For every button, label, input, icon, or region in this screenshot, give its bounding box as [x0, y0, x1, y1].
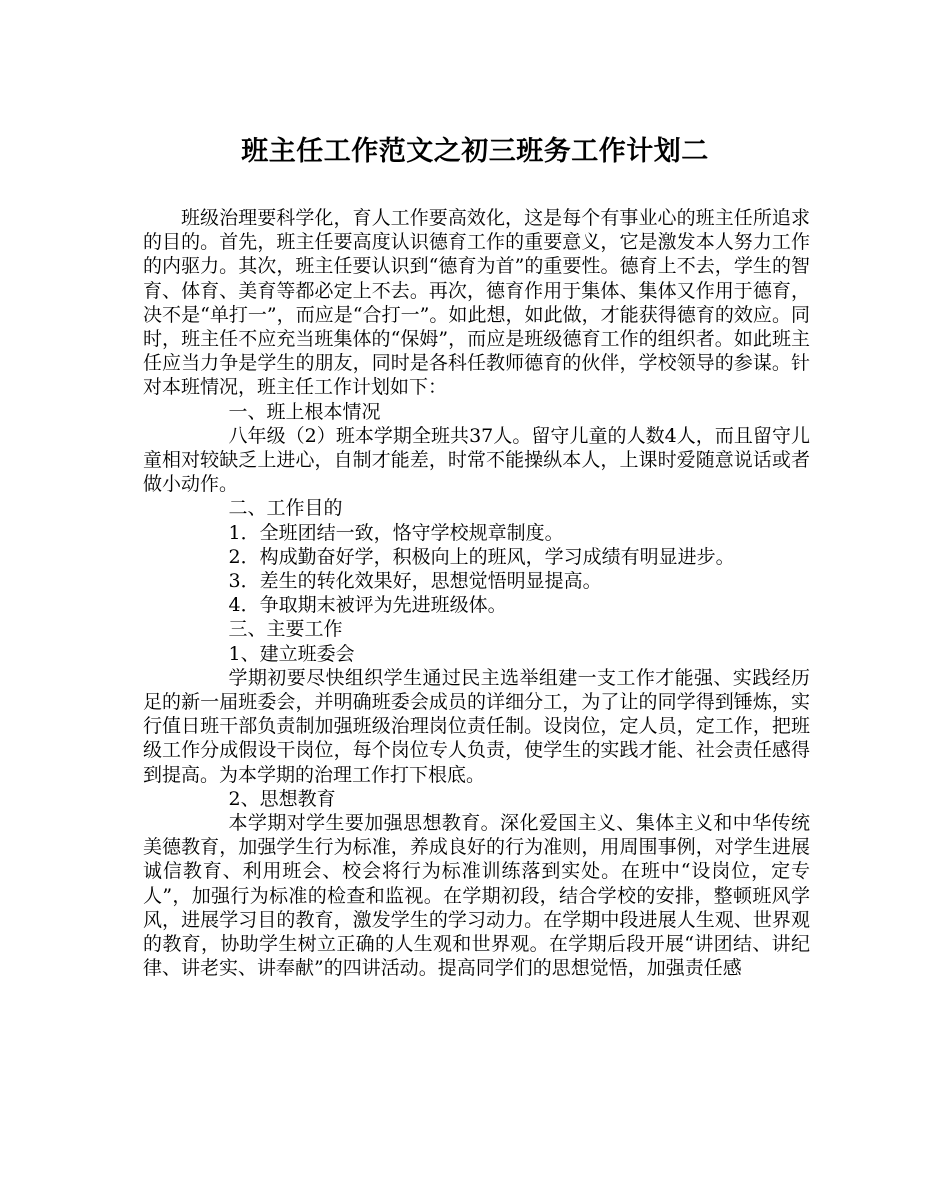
document-title: 班主任工作范文之初三班务工作计划二 [241, 136, 709, 167]
subheading-ideological-education: 2、思想教育 [228, 787, 336, 810]
section-heading-basic-situation: 一、班上根本情况 [228, 400, 381, 423]
goal-item-4: 4．争取期末被评为先进班级体。 [228, 594, 507, 617]
document-body [143, 206, 810, 981]
section-heading-main-work: 三、主要工作 [228, 618, 343, 641]
class-committee-paragraph: 学期初要尽快组织学生通过民主选举组建一支工作才能强、实践经历足的新一届班委会，并明确班委会成员的详细分工，为了让的同学得到锤炼，实行值日班干部负责制加强班级治理岗位责任制。设岗位，定人员，定工作，把班级工作分成假设干岗位，每个岗位专人负责，使学生的实践才能、社会责任感得到提高。为本学期的治理工作打下根底。 [143, 666, 810, 786]
basic-situation-paragraph: 八年级（2）班本学期全班共37人。留守儿童的人数4人，而且留守儿童相对较缺乏上进心，自制才能差，时常不能操纵本人，上课时爱随意说话或者做小动作。 [143, 424, 810, 496]
goal-item-3: 3．差生的转化效果好，思想觉悟明显提高。 [228, 570, 602, 593]
goal-item-2: 2．构成勤奋好学，积极向上的班风，学习成绩有明显进步。 [228, 545, 735, 568]
subheading-class-committee: 1、建立班委会 [228, 642, 355, 665]
goal-item-1: 1．全班团结一致，恪守学校规章制度。 [228, 521, 564, 544]
ideological-education-paragraph: 本学期对学生要加强思想教育。深化爱国主义、集体主义和中华传统美德教育，加强学生行为标准，养成良好的行为准则，用周围事例，对学生进展诚信教育、利用班会、校会将行为标准训练落到实处。在班中“设岗位，定专人”，加强行为标准的检查和监视。在学期初段，结合学校的安排，整顿班风学风，进展学习目的教育，激发学生的学习动力。在学期中段进展人生观、世界观的教育，协助学生树立正确的人生观和世界观。在学期后段开展“讲团结、讲纪律、讲老实、讲奉献”的四讲活动。提高同学们的思想觉悟，加强责任感 [143, 812, 810, 980]
section-heading-goals: 二、工作目的 [228, 497, 343, 520]
intro-paragraph: 班级治理要科学化，育人工作要高效化，这是每个有事业心的班主任所追求的目的。首先，班主任要高度认识德育工作的重要意义，它是激发本人努力工作的内驱力。其次，班主任要认识到“德育为首”的重要性。德育上不去，学生的智育、体育、美育等都必定上不去。再次，德育作用于集体、集体又作用于德育，决不是“单打一”，而应是“合打一”。如此想，如此做，才能获得德育的效应。同时，班主任不应充当班集体的“保姆”，而应是班级德育工作的组织者。如此班主任应当力争是学生的朋友，同时是各科任教师德育的伙伴，学校领导的参谋。针对本班情况，班主任工作计划如下： [143, 207, 810, 399]
